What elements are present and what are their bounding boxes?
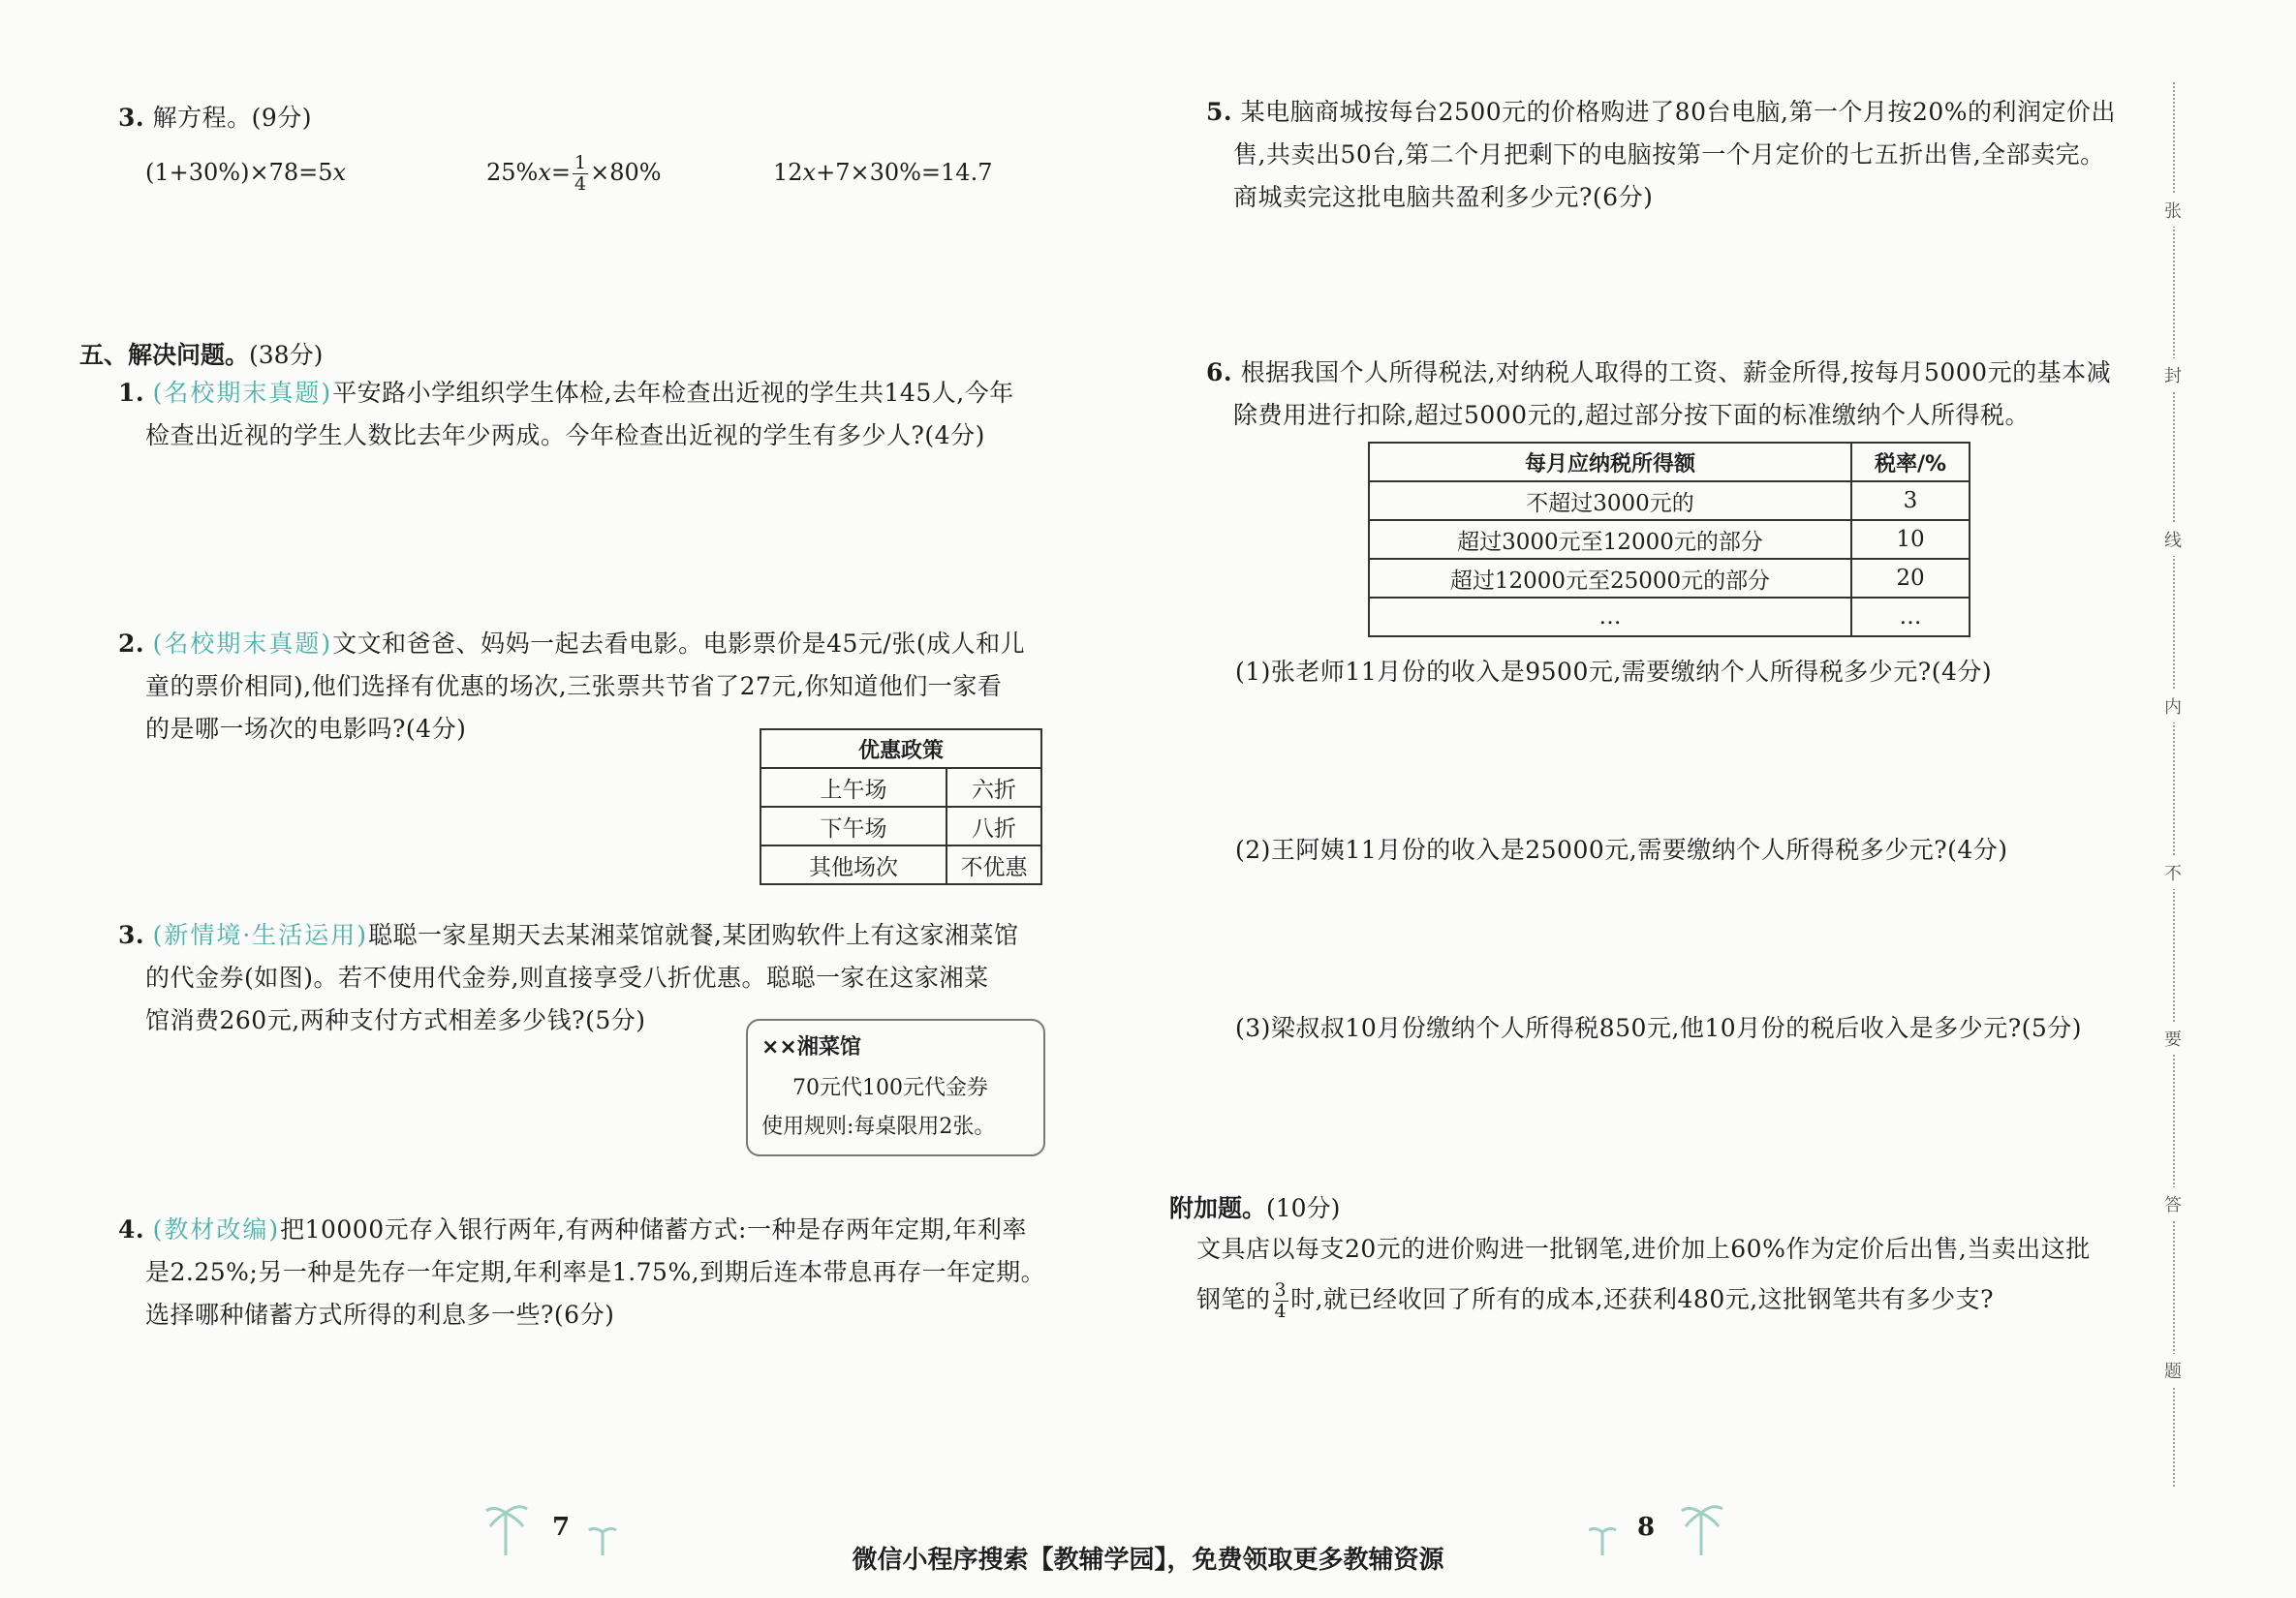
equation-text: 12 (773, 159, 803, 186)
question-text: 文文和爸爸、妈妈一起去看电影。电影票价是45元/张(成人和儿 (332, 630, 1026, 658)
binding-char: 张 (2156, 194, 2189, 227)
equation-text: = (550, 159, 571, 186)
bonus-line-1: 文具店以每支20元的进价购进一批钢笔,进价加上60%作为定价后出售,当卖出这批 (1196, 1235, 2091, 1263)
binding-char: 内 (2156, 690, 2189, 722)
table-cell: 超过3000元至12000元的部分 (1369, 520, 1851, 559)
table-row (760, 807, 1041, 845)
binding-dotted-line (2173, 82, 2175, 1487)
table-cell: 上午场 (760, 768, 946, 807)
question-text: 解方程。(9分) (152, 104, 312, 132)
problem-2-line-2: 童的票价相同),他们选择有优惠的场次,三张票共节省了27元,你知道他们一家看 (145, 672, 1003, 700)
table-cell: … (1851, 598, 1970, 636)
section-title-text: 五、解决问题。 (79, 341, 250, 369)
table-cell: 不超过3000元的 (1369, 481, 1851, 520)
coupon-offer: 70元代100元代金券 (792, 1076, 988, 1100)
question-number: 1. (118, 379, 145, 407)
question-text: 平安路小学组织学生体检,去年检查出近视的学生共145人,今年 (332, 379, 1014, 407)
equation-text: ×80% (590, 159, 662, 186)
variable: x (538, 159, 551, 186)
section-points: (38分) (249, 341, 324, 369)
table-cell: 其他场次 (760, 845, 946, 884)
equations-question-title (118, 97, 312, 139)
question-text: 把10000元存入银行两年,有两种储蓄方式:一种是存两年定期,年利率 (280, 1215, 1027, 1244)
coupon-restaurant-name: ××湘菜馆 (761, 1035, 861, 1060)
table-header: 税率/% (1851, 443, 1970, 481)
problem-1-line-1 (118, 372, 1014, 415)
equation-3 (773, 153, 992, 192)
table-row (1369, 559, 1970, 598)
question-text: 某电脑商城按每台2500元的价格购进了80台电脑,第一个月按20%的利润定价出 (1240, 98, 2117, 126)
problem-1-line-2: 检查出近视的学生人数比去年少两成。今年检查出近视的学生有多少人?(4分) (145, 421, 985, 449)
problem-6-line-2: 除费用进行扣除,超过5000元的,超过部分按下面的标准缴纳个人所得税。 (1233, 401, 2031, 429)
bonus-section-title (1169, 1189, 1340, 1224)
table-cell: 八折 (946, 807, 1041, 845)
fraction (1273, 1280, 1289, 1322)
problem-5-line-2: 售,共卖出50台,第二个月把剩下的电脑按第一个月定价的七五折出售,全部卖完。 (1233, 140, 2105, 169)
question-text: 时,就已经收回了所有的成本,还获利480元,这批钢笔共有多少支? (1290, 1285, 1995, 1313)
table-cell: 10 (1851, 520, 1970, 559)
variable: x (332, 159, 347, 186)
table-cell: 下午场 (760, 807, 946, 845)
page-number-right: 8 (1637, 1513, 1656, 1542)
problem-3-line-2: 的代金券(如图)。若不使用代金券,则直接享受八折优惠。聪聪一家在这家湘菜 (145, 964, 989, 992)
table-row (1369, 598, 1970, 636)
question-text: 聪聪一家星期天去某湘菜馆就餐,某团购软件上有这家湘菜馆 (368, 921, 1019, 949)
question-tag: (教材改编) (152, 1215, 281, 1244)
table-row (1369, 481, 1970, 520)
table-row (760, 845, 1041, 884)
fraction (573, 153, 588, 195)
problem-2-line-3: 的是哪一场次的电影吗?(4分) (145, 715, 467, 743)
problem-4-line-3: 选择哪种储蓄方式所得的利息多一些?(6分) (145, 1301, 615, 1329)
coupon-rule: 使用规则:每桌限用2张。 (761, 1115, 996, 1139)
question-tag: (名校期末真题) (152, 379, 333, 407)
table-header: 每月应纳税所得额 (1369, 443, 1851, 481)
table-cell: 六折 (946, 768, 1041, 807)
problem-6-subquestion-3: (3)梁叔叔10月份缴纳个人所得税850元,他10月份的税后收入是多少元?(5分) (1235, 1014, 2083, 1042)
table-cell: 不优惠 (946, 845, 1041, 884)
problem-4-line-1 (118, 1209, 1027, 1251)
problem-5-line-3: 商城卖完这批电脑共盈利多少元?(6分) (1233, 183, 1654, 211)
question-text: 钢笔的 (1196, 1285, 1271, 1313)
section-title-text: 附加题。 (1169, 1194, 1267, 1222)
equation-text: +7×30%=14.7 (816, 159, 993, 186)
table-cell: 3 (1851, 481, 1970, 520)
question-number: 2. (118, 630, 145, 658)
problem-3-line-3: 馆消费260元,两种支付方式相差多少钱?(5分) (145, 1006, 646, 1034)
question-tag: (新情境·生活运用) (152, 921, 369, 949)
section-title (79, 336, 323, 371)
question-number: 3. (118, 921, 145, 949)
problem-6-subquestion-1: (1)张老师11月份的收入是9500元,需要缴纳个人所得税多少元?(4分) (1235, 658, 1993, 686)
table-header: 优惠政策 (760, 729, 1041, 768)
question-number: 4. (118, 1215, 145, 1244)
problem-2-line-1 (118, 623, 1025, 665)
problem-4-line-2: 是2.25%;另一种是先存一年定期,年利率是1.75%,到期后连本带息再存一年定期。 (145, 1258, 1046, 1286)
question-tag: (名校期末真题) (152, 630, 333, 658)
section-points: (10分) (1266, 1194, 1341, 1222)
page-number-left: 7 (552, 1513, 571, 1542)
binding-char: 要 (2156, 1022, 2189, 1055)
equation-1 (145, 153, 346, 192)
question-number: 3. (118, 104, 145, 132)
coupon-card (746, 1019, 1045, 1156)
bonus-line-2 (1196, 1278, 1994, 1322)
denominator: 4 (1274, 1301, 1288, 1322)
table-cell: 超过12000元至25000元的部分 (1369, 559, 1851, 598)
equation-text: (1+30%)×78=5 (145, 159, 333, 186)
table-cell: … (1369, 598, 1851, 636)
table-row (1369, 520, 1970, 559)
equation-2 (486, 153, 662, 195)
question-number: 6. (1206, 358, 1233, 386)
binding-char: 答 (2156, 1187, 2189, 1220)
problem-3-line-1 (118, 914, 1018, 957)
problem-6-subquestion-2: (2)王阿姨11月份的收入是25000元,需要缴纳个人所得税多少元?(4分) (1235, 836, 2008, 864)
binding-char: 不 (2156, 856, 2189, 889)
binding-char: 封 (2156, 358, 2189, 391)
variable: x (802, 159, 817, 186)
footer-promo-text: 微信小程序搜索【教辅学园】，免费领取更多教辅资源 (852, 1546, 1444, 1575)
table-row (760, 768, 1041, 807)
problem-5-line-1 (1206, 91, 2116, 134)
numerator: 3 (1274, 1279, 1288, 1301)
discount-policy-table (760, 728, 1042, 885)
tax-rate-table (1368, 442, 1970, 637)
binding-char: 题 (2156, 1354, 2189, 1387)
binding-char: 线 (2156, 523, 2189, 556)
denominator: 4 (574, 173, 587, 195)
question-number: 5. (1206, 98, 1233, 126)
table-cell: 20 (1851, 559, 1970, 598)
question-text: 根据我国个人所得税法,对纳税人取得的工资、薪金所得,按每月5000元的基本减 (1240, 358, 2112, 386)
numerator: 1 (574, 152, 587, 173)
problem-6-line-1 (1206, 352, 2111, 394)
equation-text: 25% (486, 159, 539, 186)
